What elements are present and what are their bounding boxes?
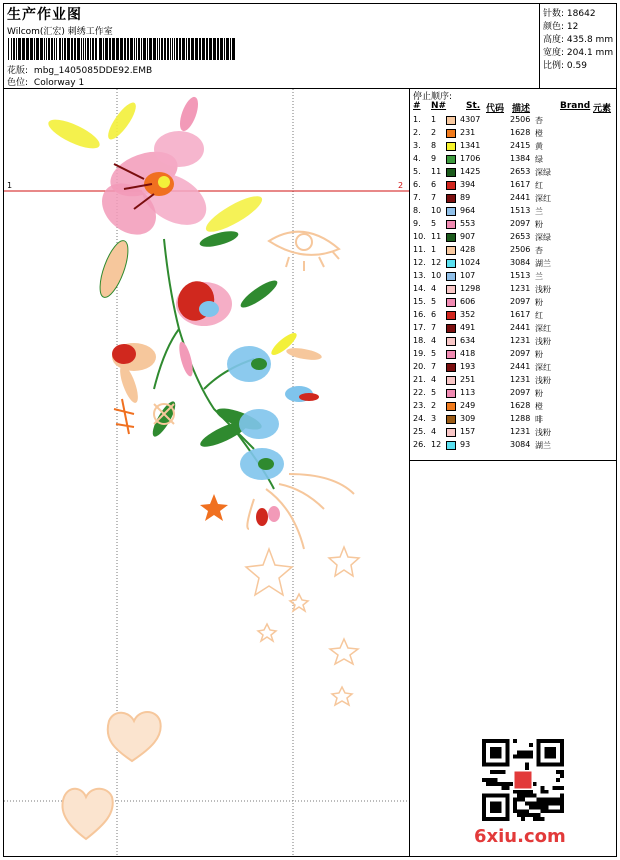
row-code: 2506 [510, 115, 531, 124]
sequence-row [410, 322, 617, 335]
row-index: 23. [413, 401, 426, 410]
sequence-row [410, 309, 617, 322]
row-needle: 7 [431, 323, 437, 332]
row-stitches: 231 [460, 128, 476, 137]
row-description: 绿 [535, 155, 543, 164]
panel-bottom-line [410, 460, 617, 461]
color-swatch [446, 207, 456, 216]
row-description: 浅粉 [535, 337, 551, 346]
sequence-row [410, 205, 617, 218]
row-needle: 12 [431, 440, 442, 449]
col-header-index: # [413, 101, 421, 111]
row-stitches: 606 [460, 297, 476, 306]
row-description: 浅粉 [535, 285, 551, 294]
row-needle: 4 [431, 336, 437, 345]
color-swatch [446, 142, 456, 151]
row-stitches: 1298 [460, 284, 481, 293]
row-code: 1617 [510, 180, 531, 189]
row-needle: 4 [431, 427, 437, 436]
row-stitches: 491 [460, 323, 476, 332]
row-stitches: 249 [460, 401, 476, 410]
col-header-stitches: St. [466, 101, 481, 111]
colorway-line [7, 75, 84, 88]
row-stitches: 553 [460, 219, 476, 228]
row-code: 1513 [510, 271, 531, 280]
row-needle: 7 [431, 193, 437, 202]
row-code: 2441 [510, 323, 531, 332]
color-swatch [446, 298, 456, 307]
sequence-row [410, 231, 617, 244]
row-index: 3. [413, 141, 421, 150]
row-stitches: 4307 [460, 115, 481, 124]
row-code: 2441 [510, 193, 531, 202]
row-needle: 5 [431, 219, 437, 228]
row-stitches: 907 [460, 232, 476, 241]
row-description: 黄 [535, 142, 543, 151]
col-header-description: 描述 [512, 104, 531, 114]
row-needle: 10 [431, 206, 442, 215]
color-swatch [446, 441, 456, 450]
row-needle: 11 [431, 232, 442, 241]
color-swatch [446, 168, 456, 177]
row-stitches: 634 [460, 336, 476, 345]
row-description: 啡 [535, 415, 543, 424]
row-code: 1628 [510, 401, 531, 410]
row-code: 2097 [510, 349, 531, 358]
sequence-row [410, 166, 617, 179]
sequence-row [410, 361, 617, 374]
row-index: 5. [413, 167, 421, 176]
sequence-row [410, 114, 617, 127]
row-description: 浅粉 [535, 428, 551, 437]
row-description: 橙 [535, 129, 543, 138]
color-swatch [446, 324, 456, 333]
stat-colors: 颜色: 12 [543, 22, 579, 32]
stat-width: 宽度: 204.1 mm [543, 48, 614, 58]
row-needle: 7 [431, 362, 437, 371]
stat-stitches: 针数: 18642 [543, 9, 596, 19]
row-index: 15. [413, 297, 426, 306]
stars [246, 547, 359, 705]
sequence-title: 停止顺序: [413, 92, 453, 102]
design-label: 花版: [7, 66, 29, 76]
row-description: 深绿 [535, 233, 551, 242]
row-description: 兰 [535, 272, 543, 281]
row-needle: 6 [431, 180, 437, 189]
row-index: 4. [413, 154, 421, 163]
row-index: 14. [413, 284, 426, 293]
row-stitches: 157 [460, 427, 476, 436]
embroidery-preview [4, 89, 409, 856]
row-description: 湖兰 [535, 259, 551, 268]
row-index: 1. [413, 115, 421, 124]
row-code: 2415 [510, 141, 531, 150]
row-description: 深红 [535, 194, 551, 203]
row-index: 7. [413, 193, 421, 202]
row-code: 3084 [510, 440, 531, 449]
row-stitches: 428 [460, 245, 476, 254]
buds [200, 494, 280, 526]
row-code: 2653 [510, 232, 531, 241]
row-needle: 4 [431, 284, 437, 293]
row-stitches: 309 [460, 414, 476, 423]
row-index: 10. [413, 232, 426, 241]
color-swatch [446, 194, 456, 203]
page-title: 生产作业图 [7, 7, 82, 23]
qr-code [482, 739, 564, 821]
color-swatch [446, 116, 456, 125]
row-index: 19. [413, 349, 426, 358]
stop-sequence-panel [410, 89, 617, 461]
row-stitches: 418 [460, 349, 476, 358]
row-code: 1628 [510, 128, 531, 137]
color-swatch [446, 220, 456, 229]
sequence-row [410, 270, 617, 283]
sequence-row [410, 257, 617, 270]
row-description: 粉 [535, 389, 543, 398]
row-needle: 3 [431, 414, 437, 423]
row-stitches: 113 [460, 388, 476, 397]
sequence-row [410, 400, 617, 413]
pink-flower [92, 95, 215, 245]
row-index: 13. [413, 271, 426, 280]
row-description: 杏 [535, 116, 543, 125]
color-swatch [446, 181, 456, 190]
row-description: 粉 [535, 298, 543, 307]
sequence-row [410, 296, 617, 309]
sequence-row [410, 244, 617, 257]
row-code: 2441 [510, 362, 531, 371]
row-stitches: 93 [460, 440, 471, 449]
row-description: 深红 [535, 363, 551, 372]
row-needle: 9 [431, 154, 437, 163]
row-code: 1231 [510, 375, 531, 384]
sequence-row [410, 218, 617, 231]
row-stitches: 352 [460, 310, 476, 319]
colorway-name: Colorway 1 [33, 78, 85, 88]
row-index: 21. [413, 375, 426, 384]
row-code: 1617 [510, 310, 531, 319]
row-code: 2506 [510, 245, 531, 254]
color-swatch [446, 259, 456, 268]
row-needle: 5 [431, 349, 437, 358]
color-swatch [446, 285, 456, 294]
color-swatch [446, 350, 456, 359]
col-header-brand: Brand [560, 101, 591, 111]
row-needle: 5 [431, 297, 437, 306]
sequence-row [410, 192, 617, 205]
row-index: 16. [413, 310, 426, 319]
barcode [8, 38, 238, 60]
row-needle: 1 [431, 115, 437, 124]
row-stitches: 107 [460, 271, 476, 280]
row-stitches: 964 [460, 206, 476, 215]
row-index: 12. [413, 258, 426, 267]
sequence-row [410, 374, 617, 387]
red-flower [172, 276, 232, 326]
color-swatch [446, 415, 456, 424]
row-index: 18. [413, 336, 426, 345]
row-index: 26. [413, 440, 426, 449]
row-description: 深红 [535, 324, 551, 333]
color-swatch [446, 129, 456, 138]
row-description: 橙 [535, 402, 543, 411]
row-index: 24. [413, 414, 426, 423]
row-stitches: 394 [460, 180, 476, 189]
colorway-label: 色位: [7, 78, 29, 88]
color-swatch [446, 337, 456, 346]
row-description: 湖兰 [535, 441, 551, 450]
sequence-row [410, 283, 617, 296]
row-needle: 1 [431, 245, 437, 254]
stat-height: 高度: 435.8 mm [543, 35, 614, 45]
row-needle: 5 [431, 388, 437, 397]
row-needle: 6 [431, 310, 437, 319]
sequence-row [410, 335, 617, 348]
row-needle: 2 [431, 401, 437, 410]
color-swatch [446, 311, 456, 320]
row-needle: 8 [431, 141, 437, 150]
row-index: 8. [413, 206, 421, 215]
row-stitches: 1024 [460, 258, 481, 267]
sequence-row [410, 413, 617, 426]
row-code: 1231 [510, 284, 531, 293]
row-index: 9. [413, 219, 421, 228]
row-stitches: 1341 [460, 141, 481, 150]
row-description: 浅粉 [535, 376, 551, 385]
row-needle: 11 [431, 167, 442, 176]
col-header-element: 元素 [593, 104, 612, 114]
col-header-needle: N# [431, 101, 447, 111]
sequence-row [410, 153, 617, 166]
hearts [62, 712, 160, 839]
row-stitches: 89 [460, 193, 471, 202]
row-stitches: 251 [460, 375, 476, 384]
row-code: 1288 [510, 414, 531, 423]
col-header-code: 代码 [486, 104, 505, 114]
color-swatch [446, 155, 456, 164]
row-index: 11. [413, 245, 426, 254]
row-description: 红 [535, 311, 543, 320]
design-stats [539, 4, 617, 88]
eye-motif [269, 232, 339, 271]
row-code: 2653 [510, 167, 531, 176]
row-code: 1384 [510, 154, 531, 163]
row-index: 22. [413, 388, 426, 397]
row-needle: 12 [431, 258, 442, 267]
color-swatch [446, 233, 456, 242]
sequence-row [410, 348, 617, 361]
color-swatch [446, 246, 456, 255]
sequence-row [410, 387, 617, 400]
color-swatch [446, 389, 456, 398]
row-description: 粉 [535, 220, 543, 229]
row-description: 深绿 [535, 168, 551, 177]
row-code: 1513 [510, 206, 531, 215]
watermark: 6xiu.com [474, 826, 566, 847]
row-code: 2097 [510, 388, 531, 397]
sequence-row [410, 179, 617, 192]
header-info [4, 4, 538, 88]
row-code: 1231 [510, 427, 531, 436]
row-description: 兰 [535, 207, 543, 216]
company-name: Wilcom(汇宏) 刺绣工作室 [7, 27, 113, 37]
row-needle: 2 [431, 128, 437, 137]
row-index: 2. [413, 128, 421, 137]
row-code: 2097 [510, 297, 531, 306]
row-stitches: 1425 [460, 167, 481, 176]
row-index: 25. [413, 427, 426, 436]
row-stitches: 193 [460, 362, 476, 371]
row-needle: 4 [431, 375, 437, 384]
row-index: 17. [413, 323, 426, 332]
sequence-row [410, 439, 617, 452]
row-needle: 10 [431, 271, 442, 280]
color-swatch [446, 402, 456, 411]
row-description: 杏 [535, 246, 543, 255]
row-index: 6. [413, 180, 421, 189]
marker-left: 1 [7, 181, 13, 190]
row-description: 红 [535, 181, 543, 190]
row-code: 2097 [510, 219, 531, 228]
color-swatch [446, 363, 456, 372]
sequence-row [410, 426, 617, 439]
marker-right: 2 [398, 181, 404, 190]
row-code: 1231 [510, 336, 531, 345]
row-description: 粉 [535, 350, 543, 359]
sequence-row [410, 127, 617, 140]
stat-scale: 比例: 0.59 [543, 61, 587, 71]
color-swatch [446, 272, 456, 281]
sequence-row [410, 140, 617, 153]
row-code: 3084 [510, 258, 531, 267]
design-file-name: mbg_1405085DDE92.EMB [33, 66, 153, 76]
color-swatch [446, 428, 456, 437]
color-swatch [446, 376, 456, 385]
row-index: 20. [413, 362, 426, 371]
row-stitches: 1706 [460, 154, 481, 163]
